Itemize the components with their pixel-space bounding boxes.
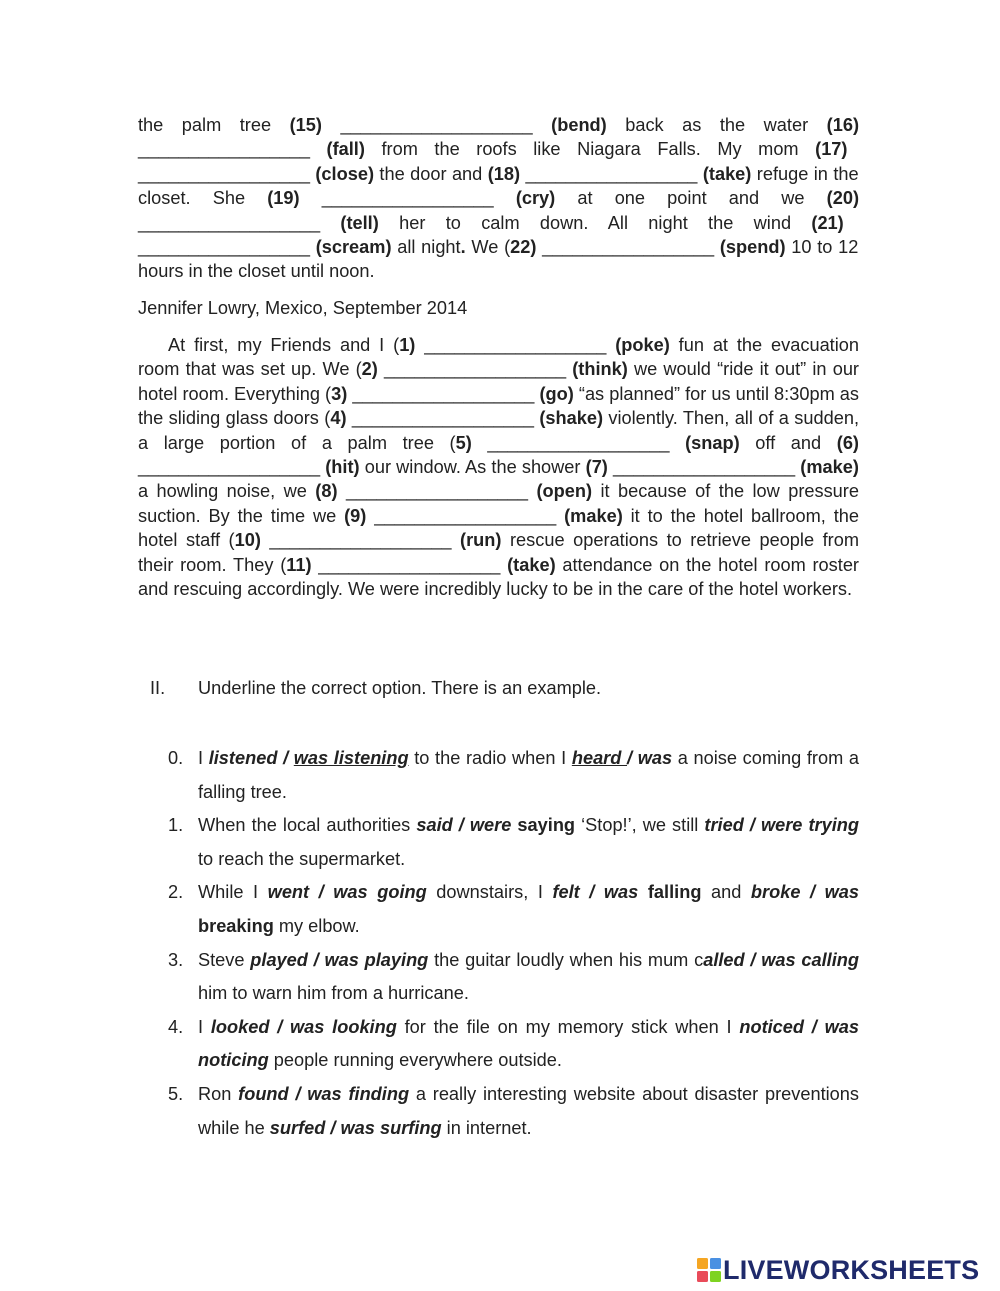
item-text: I listened / was listening to the radio when I heard / was a noise coming from a falling tree. bbox=[198, 748, 860, 802]
byline: Jennifer Lowry, Mexico, September 2014 bbox=[138, 298, 468, 318]
option[interactable]: went / was going bbox=[267, 882, 427, 903]
text: it because of the low pressure suction. By the time we bbox=[138, 481, 859, 526]
blank-17[interactable]: _________________ bbox=[138, 163, 316, 184]
text: We ( bbox=[465, 237, 511, 258]
option[interactable]: found / was finding bbox=[238, 1083, 410, 1104]
verb-hint: (make) bbox=[800, 457, 859, 478]
item-number: (18) bbox=[487, 163, 521, 184]
text: . bbox=[460, 237, 466, 258]
blank-7[interactable]: __________________ bbox=[607, 457, 801, 478]
item-text: I looked / was looking for the file on my memory stick when I noticed / was noticing people running everywhere outside. bbox=[198, 1016, 859, 1071]
text: rescue operations to retrieve people from their room. They ( bbox=[138, 530, 859, 575]
item-number: 10) bbox=[234, 530, 261, 551]
option[interactable]: listened bbox=[208, 748, 278, 768]
reading-paragraph-1 bbox=[138, 113, 859, 284]
item-number: (16) bbox=[826, 115, 860, 135]
blank-8[interactable]: __________________ bbox=[337, 481, 537, 502]
text: fun at the evacuation room that was set up. We ( bbox=[138, 335, 860, 380]
item-number: 5. bbox=[168, 1083, 184, 1104]
option[interactable]: felt / was bbox=[552, 882, 639, 903]
option[interactable]: surfed / was surfing bbox=[269, 1117, 442, 1138]
item-number: 11) bbox=[286, 554, 312, 575]
verb-hint: (poke) bbox=[615, 335, 670, 355]
verb-hint: (scream) bbox=[315, 237, 392, 258]
item-number: (8) bbox=[315, 481, 338, 502]
item-number: (21) bbox=[811, 212, 844, 233]
text: off and bbox=[739, 432, 837, 453]
verb-hint: (tell) bbox=[340, 212, 379, 233]
exercise-list bbox=[168, 742, 859, 1145]
option[interactable]: falling bbox=[647, 882, 702, 903]
option[interactable]: / was bbox=[627, 748, 673, 768]
item-number: 2. bbox=[168, 882, 184, 903]
item-text: While I went / was going downstairs, I felt / was falling and broke / was breaking my elbow. bbox=[198, 882, 860, 936]
verb-hint: (think) bbox=[572, 359, 628, 380]
blank-18[interactable]: _________________ bbox=[520, 163, 703, 184]
text: back as the water bbox=[606, 115, 827, 135]
exercise-item-4 bbox=[168, 1011, 859, 1078]
item-number: (9) bbox=[344, 505, 367, 526]
option[interactable]: noticed / was noticing bbox=[198, 1016, 859, 1071]
item-number: 2) bbox=[361, 359, 378, 380]
text: violently. Then, all of a sudden, a large portion of a palm tree ( bbox=[138, 408, 859, 453]
item-number: (7) bbox=[585, 457, 608, 478]
section-number: II. bbox=[150, 678, 166, 698]
logo-text: LIVEWORKSHEETS bbox=[723, 1254, 980, 1285]
option[interactable]: played / was playing bbox=[250, 949, 429, 970]
verb-hint: (shake) bbox=[539, 408, 603, 429]
text: all night bbox=[391, 237, 461, 258]
option[interactable]: broke / was bbox=[750, 882, 860, 903]
verb-hint: (hit) bbox=[325, 457, 360, 478]
option-underlined[interactable]: was listening bbox=[293, 748, 409, 768]
item-number: 1) bbox=[399, 335, 416, 355]
item-number: (6) bbox=[836, 432, 859, 453]
blank-5[interactable]: __________________ bbox=[471, 432, 686, 453]
blank-20[interactable]: __________________ bbox=[138, 212, 341, 233]
verb-hint: (close) bbox=[315, 163, 374, 184]
item-number: 3) bbox=[331, 383, 348, 404]
option[interactable]: saying bbox=[517, 815, 576, 836]
item-number: 5) bbox=[455, 432, 472, 453]
blank-4[interactable]: __________________ bbox=[346, 408, 540, 429]
item-number: 1. bbox=[168, 815, 184, 836]
reading-paragraph-2 bbox=[138, 333, 859, 601]
option[interactable]: looked / was looking bbox=[210, 1016, 397, 1037]
item-number: (17) bbox=[815, 139, 848, 160]
text: attendance on the hotel room roster and rescuing accordingly. We were incredibly lucky to be in the care of the hotel workers. bbox=[138, 554, 859, 600]
blank-16[interactable]: _________________ bbox=[138, 139, 327, 160]
blank-9[interactable]: __________________ bbox=[366, 505, 565, 526]
item-text: When the local authorities said / were saying ‘Stop!’, we still tried / were trying to reach the supermarket. bbox=[198, 815, 859, 869]
text: refuge in the closet. She bbox=[138, 163, 859, 209]
blank-22[interactable]: _________________ bbox=[536, 237, 720, 258]
text: 10 to 12 hours in the closet until noon. bbox=[138, 237, 859, 282]
blocks-logo-icon bbox=[697, 1258, 721, 1282]
verb-hint: (fall) bbox=[326, 139, 365, 160]
option[interactable]: tried / were trying bbox=[704, 815, 859, 836]
item-number: 4. bbox=[168, 1016, 184, 1037]
blank-3[interactable]: __________________ bbox=[347, 383, 540, 404]
verb-hint: (open) bbox=[536, 481, 593, 502]
section-instruction: Underline the correct option. There is an example. bbox=[198, 678, 602, 698]
option[interactable]: said / were bbox=[416, 815, 512, 836]
exercise-item-2 bbox=[168, 876, 859, 943]
item-number: 22) bbox=[510, 237, 537, 258]
item-number: 4) bbox=[330, 408, 347, 429]
item-text: Steve played / was playing the guitar loudly when his mum called / was calling him to warn him from a hurricane. bbox=[198, 949, 859, 1004]
text: it to the hotel ballroom, the hotel staff ( bbox=[138, 505, 859, 551]
verb-hint: (bend) bbox=[551, 115, 607, 135]
verb-hint: (go) bbox=[539, 383, 574, 404]
verb-hint: (take) bbox=[702, 163, 752, 184]
verb-hint: (spend) bbox=[719, 237, 786, 258]
blank-10[interactable]: __________________ bbox=[260, 530, 461, 551]
verb-hint: (run) bbox=[460, 530, 502, 551]
verb-hint: (take) bbox=[507, 554, 556, 575]
exercise-item-1 bbox=[168, 809, 859, 876]
text: the door and bbox=[374, 163, 488, 184]
blank-6[interactable]: __________________ bbox=[138, 457, 326, 478]
exercise-item-5 bbox=[168, 1078, 859, 1145]
item-number: (19) bbox=[267, 188, 300, 209]
text: the palm tree bbox=[138, 115, 290, 135]
blank-11[interactable]: __________________ bbox=[311, 554, 508, 575]
item-text: Ron found / was finding a really interesting website about disaster preventions while he surfed / was surfing in internet. bbox=[198, 1083, 859, 1138]
option[interactable]: breaking bbox=[198, 915, 274, 936]
option[interactable]: alled / was calling bbox=[703, 949, 859, 970]
blank-19[interactable]: _________________ bbox=[299, 188, 516, 209]
text: we would “ride it out” in our hotel room. Everything ( bbox=[138, 359, 859, 404]
text: At first, my Friends and I ( bbox=[168, 335, 400, 355]
blank-1[interactable]: __________________ bbox=[415, 335, 616, 355]
text: her to calm down. All night the wind bbox=[378, 212, 812, 233]
item-number: 3. bbox=[168, 949, 184, 970]
blank-2[interactable]: __________________ bbox=[377, 359, 573, 380]
blank-15[interactable]: ___________________ bbox=[321, 115, 552, 135]
text: from the roofs like Niagara Falls. My mom bbox=[364, 139, 816, 160]
exercise-item-0 bbox=[168, 742, 859, 809]
blank-21[interactable]: _________________ bbox=[138, 237, 316, 258]
verb-hint: (make) bbox=[564, 505, 623, 526]
verb-hint: (snap) bbox=[685, 432, 740, 453]
option-underlined[interactable]: heard bbox=[571, 748, 628, 768]
text: “as planned” for us until 8:30pm as the sliding glass doors ( bbox=[138, 383, 859, 429]
verb-hint: (cry) bbox=[515, 188, 556, 209]
text: our window. As the shower bbox=[359, 457, 586, 478]
item-number: (15) bbox=[289, 115, 322, 135]
text: a howling noise, we bbox=[138, 481, 316, 502]
item-number: 0. bbox=[168, 748, 184, 768]
liveworksheets-logo bbox=[697, 1253, 979, 1287]
text: at one point and we bbox=[555, 188, 827, 209]
item-number: (20) bbox=[826, 188, 859, 209]
exercise-item-3 bbox=[168, 944, 859, 1011]
